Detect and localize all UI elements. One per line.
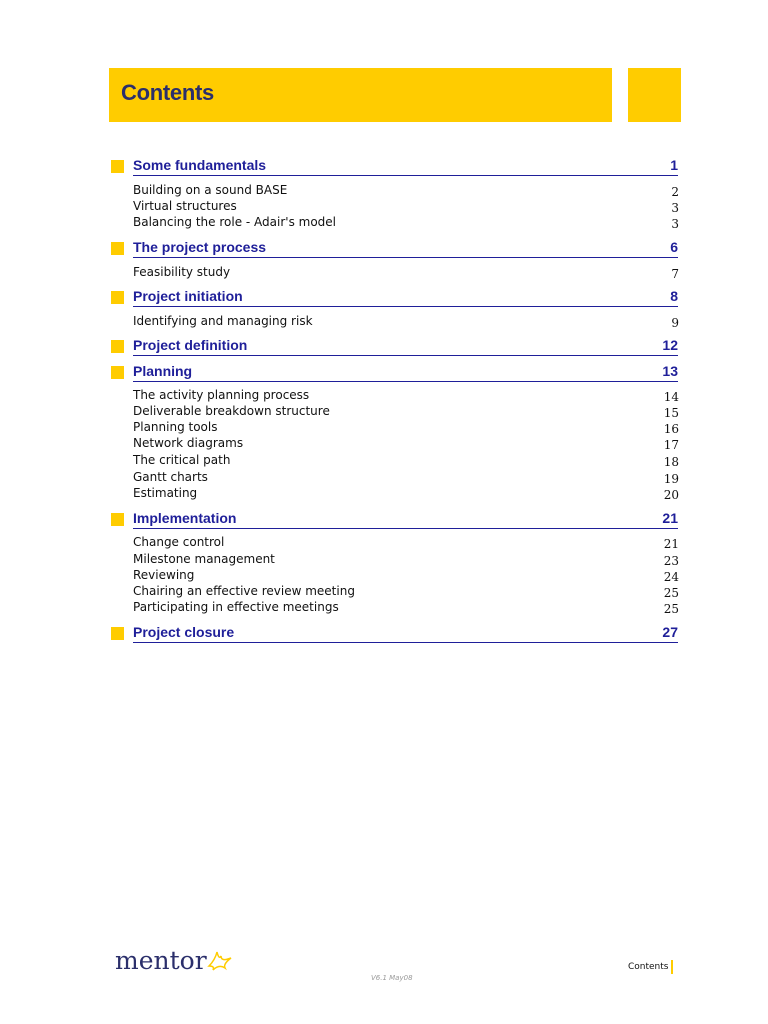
section-title: Project initiation: [133, 288, 243, 304]
section-underline: [133, 528, 678, 529]
entry-title: Chairing an effective review meeting: [133, 584, 355, 598]
entry-page-number: 2: [671, 185, 679, 199]
toc-entry[interactable]: [133, 403, 679, 419]
bullet-square-icon: [111, 160, 124, 173]
entry-title: Virtual structures: [133, 199, 237, 213]
entry-title: Balancing the role - Adair's model: [133, 215, 337, 229]
section-underline: [133, 306, 678, 307]
entry-title: Building on a sound BASE: [133, 183, 288, 197]
entry-page-number: 18: [663, 455, 679, 469]
toc-section-project-closure[interactable]: [111, 624, 681, 644]
section-page-number: 6: [670, 239, 678, 255]
toc-entry[interactable]: [133, 419, 679, 435]
section-underline: [133, 175, 678, 176]
toc-entry[interactable]: [133, 452, 679, 468]
entry-page-number: 3: [671, 201, 679, 215]
entry-page-number: 20: [663, 488, 679, 502]
toc-section-some-fundamentals[interactable]: [111, 157, 681, 177]
entry-title: Deliverable breakdown structure: [133, 404, 330, 418]
section-page-number: 8: [670, 288, 678, 304]
bullet-square-icon: [111, 366, 124, 379]
section-title: Project closure: [133, 624, 235, 640]
toc-entry[interactable]: [133, 469, 679, 485]
section-underline: [133, 381, 678, 382]
toc-entry[interactable]: [133, 387, 679, 403]
entry-page-number: 25: [663, 586, 679, 600]
toc-section-project-process[interactable]: [111, 239, 681, 259]
entry-title: The critical path: [133, 453, 231, 467]
entry-page-number: 9: [671, 316, 679, 330]
toc-entry[interactable]: [133, 551, 679, 567]
entry-page-number: 19: [663, 472, 679, 486]
toc-section-project-initiation[interactable]: [111, 288, 681, 308]
section-underline: [133, 355, 678, 356]
entry-title: Identifying and managing risk: [133, 314, 313, 328]
section-underline: [133, 257, 678, 258]
entry-title: Feasibility study: [133, 265, 231, 279]
footer-section-label: Contents: [628, 962, 669, 972]
bullet-square-icon: [111, 242, 124, 255]
section-page-number: 13: [662, 363, 678, 379]
entry-title: The activity planning process: [133, 388, 310, 402]
entry-page-number: 24: [663, 570, 679, 584]
section-underline: [133, 642, 678, 643]
entry-title: Reviewing: [133, 568, 195, 582]
entry-page-number: 23: [663, 554, 679, 568]
version-label: V6.1 May08: [371, 974, 413, 982]
star-bird-icon: [205, 944, 235, 974]
toc-entry[interactable]: [133, 182, 679, 198]
section-title: Implementation: [133, 510, 237, 526]
entry-title: Network diagrams: [133, 436, 244, 450]
toc-entry[interactable]: [133, 198, 679, 214]
section-page-number: 27: [662, 624, 678, 640]
entry-page-number: 14: [663, 390, 679, 404]
entry-title: Gantt charts: [133, 470, 208, 484]
footer-accent-bar: [671, 960, 673, 974]
section-title: Planning: [133, 363, 193, 379]
page-title: Contents: [121, 80, 214, 105]
entry-page-number: 17: [663, 438, 679, 452]
entry-title: Change control: [133, 535, 225, 549]
toc-entry[interactable]: [133, 534, 679, 550]
entry-page-number: 16: [663, 422, 679, 436]
toc-entry[interactable]: [133, 599, 679, 615]
toc-entry[interactable]: [133, 435, 679, 451]
entry-page-number: 15: [663, 406, 679, 420]
entry-page-number: 7: [671, 267, 679, 281]
entry-page-number: 25: [663, 602, 679, 616]
toc-section-implementation[interactable]: [111, 510, 681, 530]
toc-entry[interactable]: [133, 313, 679, 329]
bullet-square-icon: [111, 513, 124, 526]
toc-entry[interactable]: [133, 485, 679, 501]
entry-title: Milestone management: [133, 552, 275, 566]
mentor-logo-text: mentor: [115, 946, 207, 975]
section-title: Project definition: [133, 337, 248, 353]
entry-page-number: 3: [671, 217, 679, 231]
entry-page-number: 21: [663, 537, 679, 551]
toc-section-project-definition[interactable]: [111, 337, 681, 357]
section-title: Some fundamentals: [133, 157, 267, 173]
bullet-square-icon: [111, 627, 124, 640]
toc-section-planning[interactable]: [111, 363, 681, 383]
section-page-number: 1: [670, 157, 678, 173]
entry-title: Estimating: [133, 486, 198, 500]
toc-entry[interactable]: [133, 567, 679, 583]
toc-entry[interactable]: [133, 583, 679, 599]
section-page-number: 21: [662, 510, 678, 526]
bullet-square-icon: [111, 291, 124, 304]
entry-title: Participating in effective meetings: [133, 600, 339, 614]
bullet-square-icon: [111, 340, 124, 353]
toc-entry[interactable]: [133, 214, 679, 230]
section-title: The project process: [133, 239, 267, 255]
entry-title: Planning tools: [133, 420, 218, 434]
toc-entry[interactable]: [133, 264, 679, 280]
section-page-number: 12: [662, 337, 678, 353]
